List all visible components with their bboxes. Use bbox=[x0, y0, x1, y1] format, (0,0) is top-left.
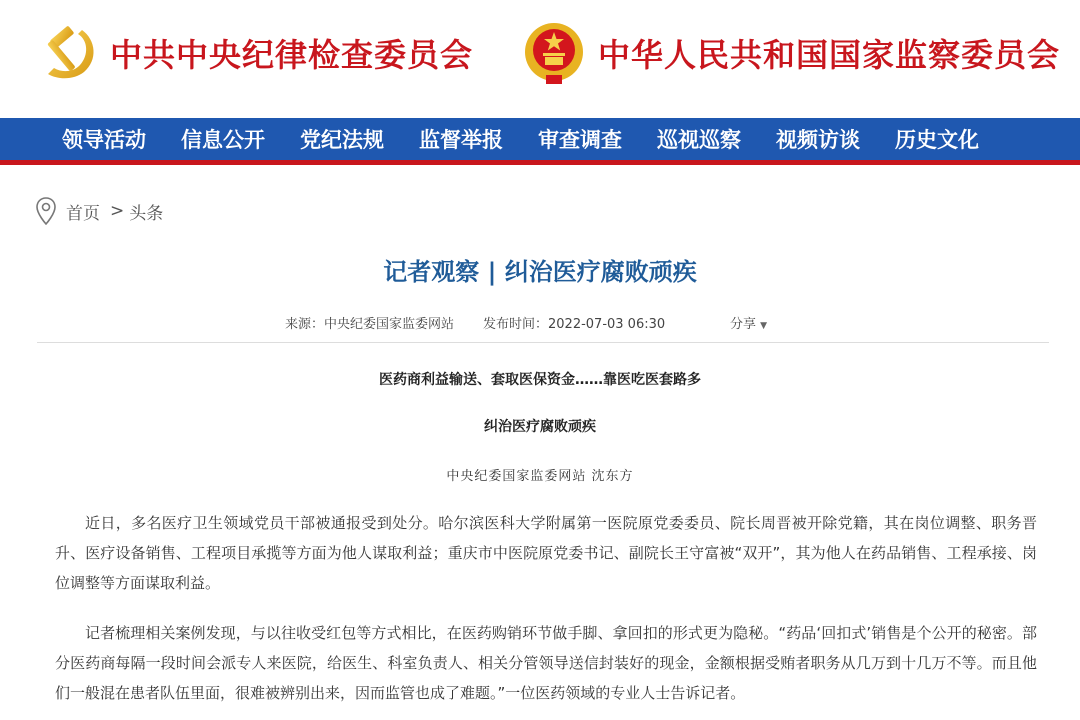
share-button[interactable] bbox=[730, 313, 767, 332]
nsc-logo[interactable] bbox=[522, 20, 1060, 86]
location-pin-icon bbox=[36, 197, 56, 225]
nav-item-leadership[interactable]: 领导活动 bbox=[62, 127, 146, 152]
national-emblem-icon bbox=[522, 20, 586, 86]
main-nav bbox=[0, 118, 1080, 165]
breadcrumb bbox=[36, 197, 163, 225]
hammer-sickle-icon bbox=[38, 22, 100, 84]
article-paragraph-1: 近日，多名医疗卫生领域党员干部被通报受到处分。哈尔滨医科大学附属第一医院原党委委员、院长周晋被开除党籍，其在岗位调整、职务晋升、医疗设备销售、工程项目承揽等方面为他人谋取利益；重庆市中医院原党委书记、副院长王守富被“双开”，其为他人在药品销售、工程承接、岗位调整等方面谋取利益。 bbox=[55, 514, 1037, 592]
share-label: 分享 bbox=[730, 317, 757, 332]
site-header bbox=[0, 0, 1080, 118]
article-byline: 中央纪委国家监委网站 沈东方 bbox=[446, 469, 634, 484]
nav-item-report[interactable]: 监督举报 bbox=[419, 127, 503, 152]
nav-item-history[interactable]: 历史文化 bbox=[895, 127, 979, 152]
article-subtitle-2: 纠治医疗腐败顽疾 bbox=[484, 419, 596, 435]
article-subtitle-1: 医药商利益输送、套取医保资金……靠医吃医套路多 bbox=[379, 372, 701, 388]
caret-down-icon: ▼ bbox=[760, 321, 768, 331]
article-published-time: 发布时间：2022-07-03 06:30 bbox=[483, 317, 666, 332]
nsc-name: 中华人民共和国国家监察委员会 bbox=[598, 36, 1061, 74]
nav-item-video[interactable]: 视频访谈 bbox=[776, 127, 860, 152]
breadcrumb-separator: > bbox=[110, 201, 125, 221]
article-paragraph-2: 记者梳理相关案例发现，与以往收受红包等方式相比，在医药购销环节做手脚、拿回扣的形式更为隐秘。“药品‘回扣式’销售是个公开的秘密。部分医药商每隔一段时间会派专人来医院，给医生、科室负责人、相关分管领导送信封装好的现金，金额根据受贿者职务从几万到十几万不等。而且他们一般混在患者队伍里面，很难被辨别出来，因而监管也成了难题。”一位医药领域的专业人士告诉记者。 bbox=[55, 624, 1037, 702]
nav-item-regulations[interactable]: 党纪法规 bbox=[300, 127, 384, 152]
ccdi-name: 中共中央纪律检查委员会 bbox=[110, 36, 474, 74]
breadcrumb-current-link[interactable]: 头条 bbox=[129, 203, 164, 224]
nav-item-disclosure[interactable]: 信息公开 bbox=[181, 127, 265, 152]
meta-divider bbox=[37, 342, 1049, 343]
nav-item-inspection[interactable]: 巡视巡察 bbox=[657, 127, 741, 152]
breadcrumb-home-link[interactable]: 首页 bbox=[66, 203, 100, 224]
nav-item-investigation[interactable]: 审查调查 bbox=[538, 127, 622, 152]
article-title: 记者观察 | 纠治医疗腐败顽疾 bbox=[383, 258, 697, 286]
article-source: 来源：中央纪委国家监委网站 bbox=[285, 317, 455, 332]
ccdi-logo[interactable] bbox=[38, 22, 473, 84]
